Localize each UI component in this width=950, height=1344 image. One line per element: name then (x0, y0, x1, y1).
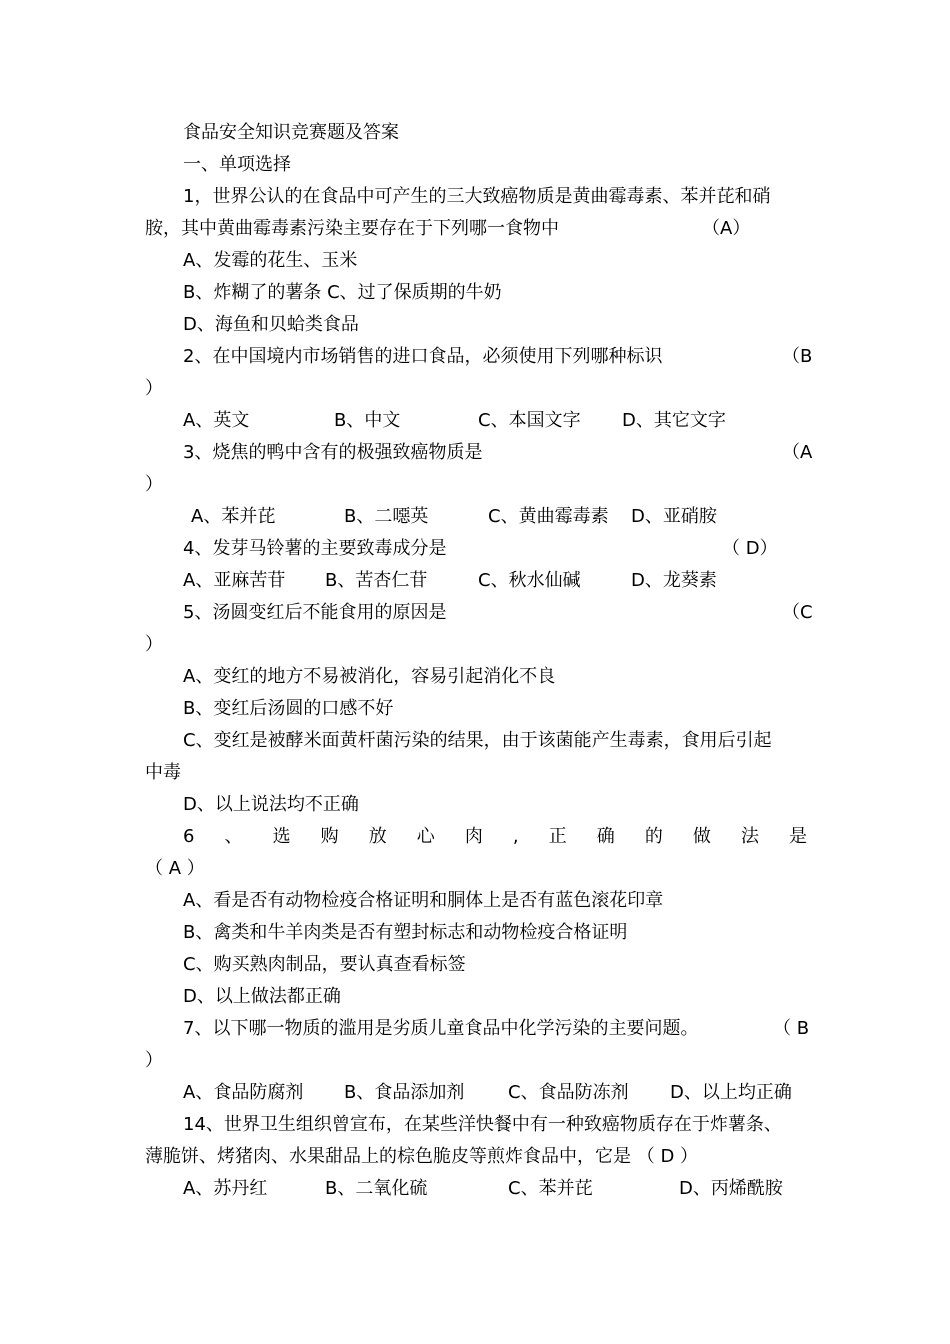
question-2-option-b: B、中文 (334, 410, 401, 431)
question-3-option-b: B、二噁英 (344, 506, 429, 527)
question-6-char: 正 (548, 826, 567, 847)
question-5-option-b: B、变红后汤圆的口感不好 (183, 698, 394, 719)
question-1-answer: （A） (702, 218, 751, 239)
question-7-option-b: B、食品添加剂 (344, 1082, 465, 1103)
question-6-char: 法 (740, 826, 759, 847)
question-3-line-1: 3、烧焦的鸭中含有的极强致癌物质是 (183, 442, 483, 463)
question-5-option-d: D、以上说法均不正确 (183, 794, 359, 815)
question-2-option-c: C、本国文字 (478, 410, 581, 431)
question-7-option-d: D、以上均正确 (670, 1082, 792, 1103)
question-6-char: 是 (789, 826, 807, 847)
question-2-answer: （B (782, 346, 813, 367)
question-6-char: 肉 (464, 826, 483, 847)
question-6-option-b: B、禽类和牛羊肉类是否有塑封标志和动物检疫合格证明 (183, 922, 628, 943)
question-7-answer: （ B (773, 1018, 810, 1039)
doc-title: 食品安全知识竞赛题及答案 (183, 122, 399, 143)
question-5-option-a: A、变红的地方不易被消化，容易引起消化不良 (183, 666, 556, 687)
question-6-char: , (512, 826, 519, 847)
question-2-option-d: D、其它文字 (622, 410, 726, 431)
question-1-line-2: 胺，其中黄曲霉毒素污染主要存在于下列哪一食物中 (145, 218, 559, 239)
question-6-char: 、 (224, 826, 243, 847)
question-2-answer-close: ） (145, 378, 163, 399)
question-7-option-c: C、食品防冻剂 (508, 1082, 629, 1103)
question-7-line-1: 7、以下哪一物质的滥用是劣质儿童食品中化学污染的主要问题。 (183, 1018, 699, 1039)
question-4-answer: （ D） (722, 538, 778, 559)
question-14-option-a: A、苏丹红 (183, 1178, 268, 1199)
question-1-line-1: 1，世界公认的在食品中可产生的三大致癌物质是黄曲霉毒素、苯并芘和硝 (183, 186, 771, 207)
question-2-line-1: 2、在中国境内市场销售的进口食品，必须使用下列哪种标识 (183, 346, 663, 367)
question-6-line-1 (183, 826, 807, 848)
question-5-line-1: 5、汤圆变红后不能食用的原因是 (183, 602, 447, 623)
question-4-option-b: B、苦杏仁苷 (325, 570, 428, 591)
question-6-char: 购 (320, 826, 339, 847)
question-4-line-1: 4、发芽马铃薯的主要致毒成分是 (183, 538, 447, 559)
question-7-answer-close: ） (145, 1050, 163, 1071)
question-4-option-a: A、亚麻苦苷 (183, 570, 286, 591)
question-5-option-c: C、变红是被酵米面黄杆菌污染的结果，由于该菌能产生毒素，食用后引起 (183, 730, 772, 751)
question-3-option-c: C、黄曲霉毒素 (488, 506, 609, 527)
question-3-option-d: D、亚硝胺 (631, 506, 717, 527)
question-4-option-d: D、龙葵素 (631, 570, 717, 591)
question-5-answer-close: ） (145, 634, 163, 655)
question-2-option-a: A、英文 (183, 410, 250, 431)
question-3-answer-close: ） (145, 474, 163, 495)
question-6-char: 做 (692, 826, 711, 847)
question-14-option-c: C、苯并芘 (508, 1178, 593, 1199)
question-4-option-c: C、秋水仙碱 (478, 570, 581, 591)
question-6-option-d: D、以上做法都正确 (183, 986, 341, 1007)
question-3-answer: （A (782, 442, 813, 463)
question-7-option-a: A、食品防腐剂 (183, 1082, 304, 1103)
question-6-char: 确 (596, 826, 615, 847)
question-3-option-a: A、苯并芘 (191, 506, 276, 527)
question-1-option-bc: B、炸糊了的薯条 C、过了保质期的牛奶 (183, 282, 502, 303)
question-1-option-d: D、海鱼和贝蛤类食品 (183, 314, 359, 335)
question-6-option-a: A、看是否有动物检疫合格证明和胴体上是否有蓝色滚花印章 (183, 890, 664, 911)
question-6-answer: （ A ） (145, 858, 205, 879)
question-14-option-d: D、丙烯酰胺 (679, 1178, 783, 1199)
question-6-char: 的 (644, 826, 663, 847)
question-6-option-c: C、购买熟肉制品，要认真查看标签 (183, 954, 466, 975)
question-6-char: 放 (368, 826, 387, 847)
question-14-option-b: B、二氧化硫 (325, 1178, 428, 1199)
question-6-char: 6 (183, 826, 195, 847)
question-5-answer: （C (782, 602, 813, 623)
section-heading: 一、单项选择 (183, 154, 291, 175)
question-1-option-a: A、发霉的花生、玉米 (183, 250, 358, 271)
question-14-line-1: 14、世界卫生组织曾宣布，在某些洋快餐中有一种致癌物质存在于炸薯条、 (183, 1114, 782, 1135)
question-5-option-c-cont: 中毒 (145, 762, 181, 783)
question-6-char: 心 (416, 826, 435, 847)
question-14-line-2: 薄脆饼、烤猪肉、水果甜品上的棕色脆皮等煎炸食品中，它是 （ D ） (145, 1146, 699, 1167)
question-6-char: 选 (272, 826, 291, 847)
